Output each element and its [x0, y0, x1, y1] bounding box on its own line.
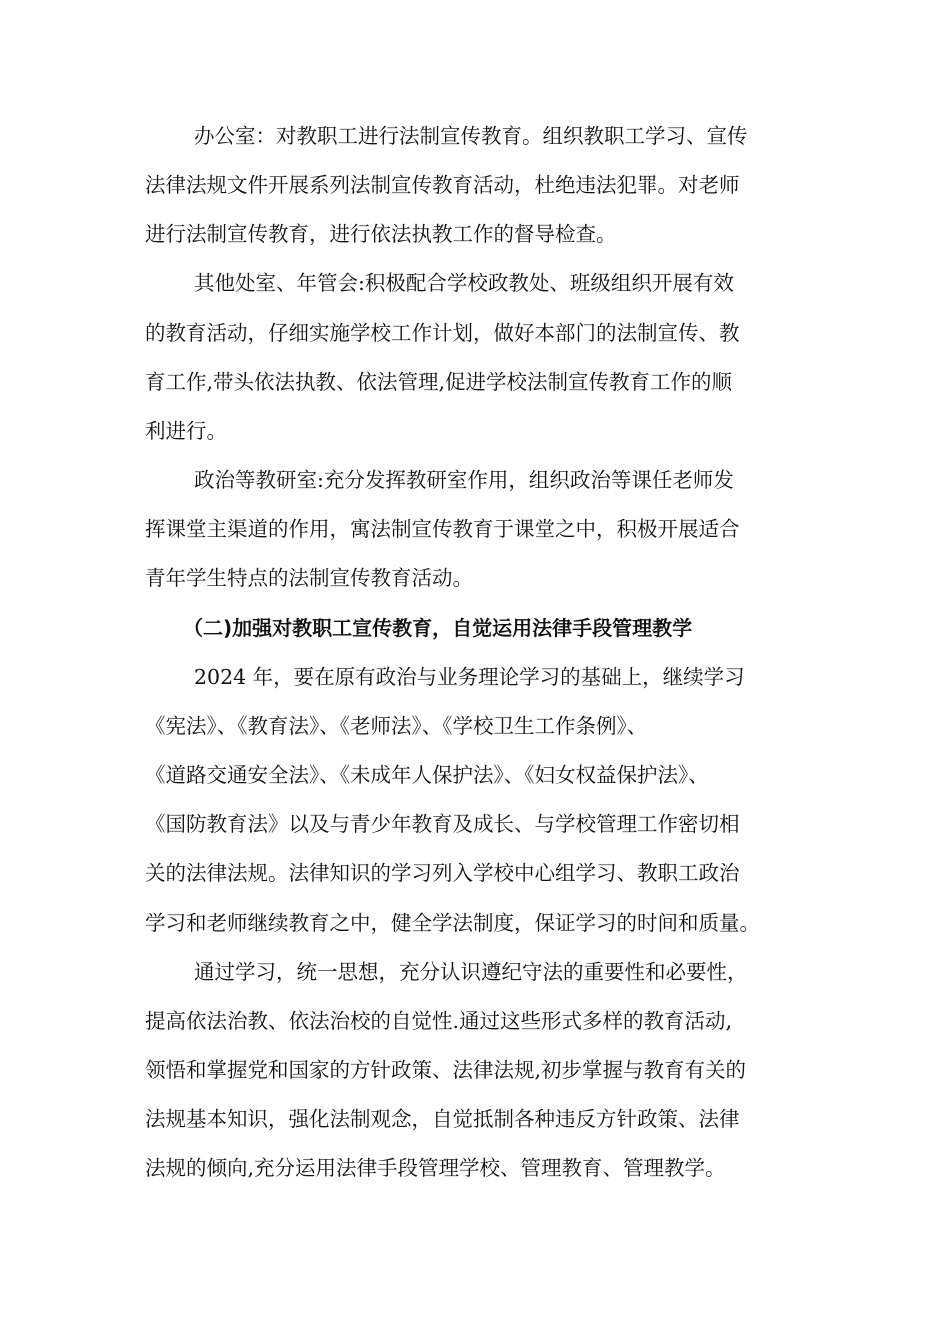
text-line: 学习和老师继续教育之中，健全学法制度，保证学习的时间和质量。 [145, 911, 760, 935]
text-line: 关的法律法规。法律知识的学习列入学校中心组学习、教职工政治 [145, 861, 740, 885]
text-line: 领悟和掌握党和国家的方针政策、法律法规,初步掌握与教育有关的 [145, 1058, 747, 1082]
text-line: 2024 年，要在原有政治与业务理论学习的基础上，继续学习 [194, 665, 745, 689]
text-line: 其他处室、年管会:积极配合学校政教处、班级组织开展有效 [194, 271, 734, 295]
text-line: 利进行。 [145, 419, 227, 443]
text-line: 通过学习，统一思想，充分认识遵纪守法的重要性和必要性， [194, 960, 748, 984]
text-line: 政治等教研室:充分发挥教研室作用，组织政治等课任老师发 [194, 468, 734, 492]
text-line: 《国防教育法》以及与青少年教育及成长、与学校管理工作密切相 [145, 812, 740, 836]
text-line: 进行法制宣传教育，进行依法执教工作的督导检查。 [145, 222, 617, 246]
text-line: 提高依法治教、依法治校的自觉性.通过这些形式多样的教育活动, [145, 1009, 733, 1033]
text-line: 青年学生特点的法制宣传教育活动。 [145, 566, 473, 590]
text-line: 挥课堂主渠道的作用，寓法制宣传教育于课堂之中，积极开展适合 [145, 517, 740, 541]
text-line: 法律法规文件开展系列法制宣传教育活动，杜绝违法犯罪。对老师 [145, 173, 740, 197]
text-line: 办公室：对教职工进行法制宣传教育。组织教职工学习、宣传 [194, 124, 748, 148]
text-line: 《宪法》、《教育法》、《老师法》、《学校卫生工作条例》、 [145, 714, 648, 738]
text-line: 育工作,带头依法执教、依法管理,促进学校法制宣传教育工作的顺 [145, 370, 733, 394]
text-line: 法规基本知识，强化法制观念，自觉抵制各种违反方针政策、法律 [145, 1107, 740, 1131]
text-line: 《道路交通安全法》、《未成年人保护法》、《妇女权益保护法》、 [145, 763, 709, 787]
text-line: 法规的倾向,充分运用法律手段管理学校、管理教育、管理教学。 [145, 1156, 726, 1180]
section-heading: （二)加强对教职工宣传教育，自觉运用法律手段管理教学 [183, 616, 693, 640]
text-line: 的教育活动，仔细实施学校工作计划，做好本部门的法制宣传、教 [145, 321, 740, 345]
